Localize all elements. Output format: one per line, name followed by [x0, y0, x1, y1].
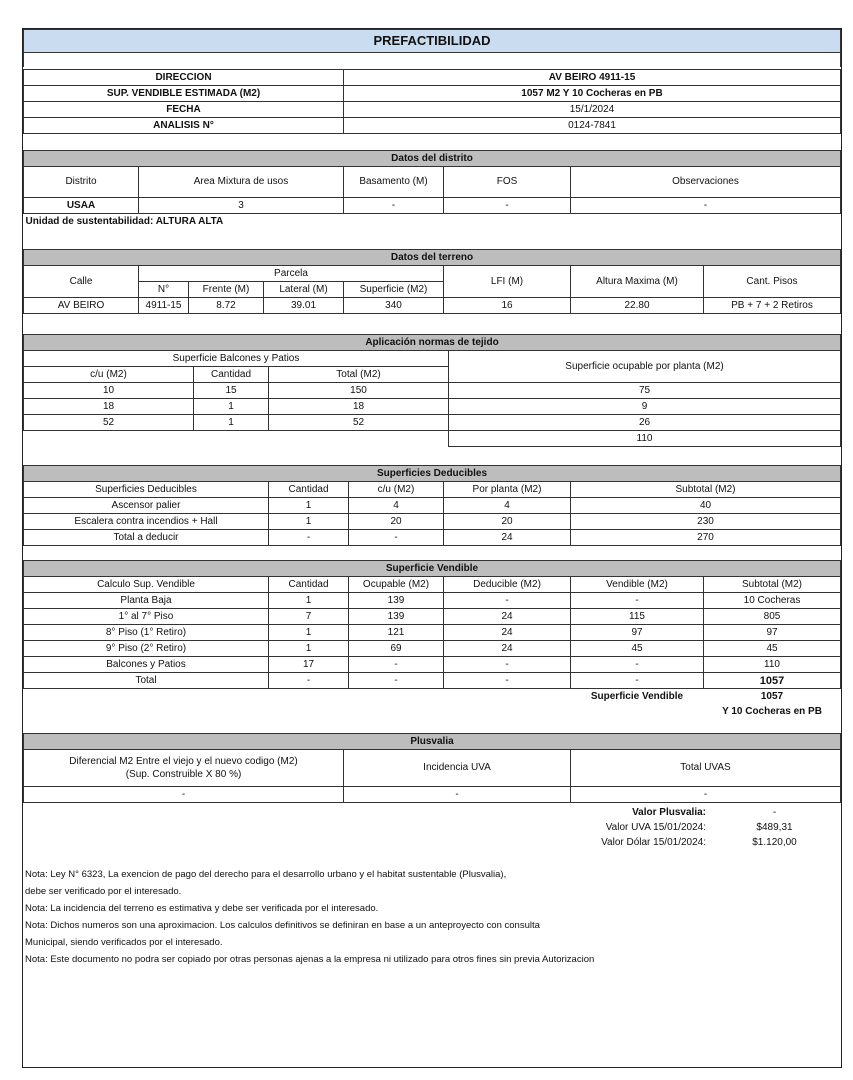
header-row [24, 118, 841, 134]
note-line: Nota: Dichos numeros son una aproximacion. Los calculos definitivos se definiran en base a un anteproyecto con consulta [25, 920, 540, 931]
table-row [24, 514, 841, 530]
distrito-table [23, 150, 841, 229]
table-cell: 1 [269, 641, 349, 657]
vendible-total: 1057 [704, 673, 841, 689]
plusvalia-values [23, 805, 841, 850]
table-cell: 24 [444, 641, 571, 657]
table-cell: 1 [269, 625, 349, 641]
column-header: LFI (M) [444, 266, 571, 298]
header-label: SUP. VENDIBLE ESTIMADA (M2) [24, 86, 344, 102]
table-cell: 8° Piso (1° Retiro) [24, 625, 269, 641]
tejido-table [23, 334, 841, 447]
table-cell: 16 [444, 298, 571, 314]
table-row [24, 593, 841, 609]
table-cell: 139 [349, 609, 444, 625]
table-row [24, 657, 841, 673]
table-cell: 4 [349, 498, 444, 514]
table-cell: 340 [344, 298, 444, 314]
table-cell: - [349, 530, 444, 546]
column-header: Frente (M) [189, 282, 264, 298]
column-header: FOS [444, 167, 571, 198]
header-value: 0124-7841 [344, 118, 841, 134]
section-header: Superficies Deducibles [24, 466, 841, 482]
valor-dolar-value: $1.120,00 [752, 836, 797, 848]
table-cell: 9° Piso (2° Retiro) [24, 641, 269, 657]
table-cell: 150 [269, 383, 449, 399]
header-value: 15/1/2024 [344, 102, 841, 118]
column-header: Observaciones [571, 167, 841, 198]
table-row [24, 673, 841, 689]
sustentabilidad-note: Unidad de sustentabilidad: ALTURA ALTA [25, 215, 224, 227]
table-cell: 7 [269, 609, 349, 625]
note-line: Municipal, siendo verificados por el interesado. [25, 937, 223, 948]
column-header: Basamento (M) [344, 167, 444, 198]
column-header: c/u (M2) [24, 367, 194, 383]
table-cell: 1 [269, 514, 349, 530]
table-cell: 9 [449, 399, 841, 415]
column-header: Subtotal (M2) [571, 482, 841, 498]
table-cell: - [571, 673, 704, 689]
table-cell: - [349, 673, 444, 689]
column-header: Altura Maxima (M) [571, 266, 704, 298]
table-cell: AV BEIRO [24, 298, 139, 314]
column-header: Area Mixtura de usos [139, 167, 344, 198]
column-header: Superficie Balcones y Patios [24, 351, 449, 367]
area-mixtura-value: 3 [139, 198, 344, 214]
section-header: Datos del terreno [24, 250, 841, 266]
table-cell: 75 [449, 383, 841, 399]
column-header: Total (M2) [269, 367, 449, 383]
table-cell: 4 [444, 498, 571, 514]
header-row [24, 70, 841, 86]
terreno-table [23, 249, 841, 314]
cocheras-note: Y 10 Cocheras en PB [722, 705, 822, 717]
table-cell: - [444, 593, 571, 609]
section-header: Plusvalia [24, 734, 841, 750]
table-cell: Total [24, 673, 269, 689]
table-cell: 1 [194, 415, 269, 431]
document-sheet [22, 28, 842, 1068]
table-cell: 69 [349, 641, 444, 657]
column-header: Cantidad [269, 577, 349, 593]
notes-block [23, 866, 841, 968]
column-header [24, 750, 344, 787]
table-cell: 121 [349, 625, 444, 641]
note-line: Nota: La incidencia del terreno es estimativa y debe ser verificada por el interesado. [25, 903, 379, 914]
column-header: Distrito [24, 167, 139, 198]
header-label: DIRECCION [24, 70, 344, 86]
table-cell: 110 [704, 657, 841, 673]
table-cell: - [269, 673, 349, 689]
section-header: Datos del distrito [24, 151, 841, 167]
table-cell: 52 [269, 415, 449, 431]
table-row [24, 641, 841, 657]
table-cell: 52 [24, 415, 194, 431]
column-header: Superficies Deducibles [24, 482, 269, 498]
column-header: Superficie ocupable por planta (M2) [449, 351, 841, 383]
table-cell: 26 [449, 415, 841, 431]
table-cell: 230 [571, 514, 841, 530]
table-cell: 22.80 [571, 298, 704, 314]
header-row [24, 86, 841, 102]
column-header: Por planta (M2) [444, 482, 571, 498]
table-cell: - [349, 657, 444, 673]
table-cell: 1° al 7° Piso [24, 609, 269, 625]
diferencial-header-line2: (Sup. Construible X 80 %) [125, 769, 242, 780]
tejido-total: 110 [449, 431, 841, 447]
table-cell: 24 [444, 625, 571, 641]
note-line: debe ser verificado por el interesado. [25, 886, 182, 897]
table-cell: Planta Baja [24, 593, 269, 609]
table-cell: - [444, 673, 571, 689]
column-header: Lateral (M) [264, 282, 344, 298]
table-cell: Total a deducir [24, 530, 269, 546]
table-cell: - [571, 657, 704, 673]
valor-plusvalia-value: - [772, 806, 777, 818]
column-header: Calculo Sup. Vendible [24, 577, 269, 593]
column-header: Cantidad [194, 367, 269, 383]
valor-uva-label: Valor UVA 15/01/2024: [605, 821, 706, 833]
table-cell: PB + 7 + 2 Retiros [704, 298, 841, 314]
table-cell: 20 [444, 514, 571, 530]
title-table [23, 29, 841, 67]
column-header: Cantidad [269, 482, 349, 498]
table-cell: 97 [571, 625, 704, 641]
table-cell: 15 [194, 383, 269, 399]
table-row [24, 625, 841, 641]
column-header: Deducible (M2) [444, 577, 571, 593]
observaciones-value: - [571, 198, 841, 214]
table-cell: 39.01 [264, 298, 344, 314]
vendible-table [23, 560, 841, 719]
table-cell: 10 Cocheras [704, 593, 841, 609]
table-row [24, 399, 841, 415]
superficie-vendible-value: 1057 [760, 690, 784, 702]
column-header: Parcela [139, 266, 444, 282]
column-header: c/u (M2) [349, 482, 444, 498]
valor-dolar-label: Valor Dólar 15/01/2024: [601, 836, 706, 848]
header-row [24, 102, 841, 118]
table-cell: 10 [24, 383, 194, 399]
table-row [24, 415, 841, 431]
valor-uva-value: $489,31 [756, 821, 793, 833]
table-cell: 45 [571, 641, 704, 657]
table-cell: 4911-15 [139, 298, 189, 314]
diferencial-header-line1: Diferencial M2 Entre el viejo y el nuevo codigo (M2) [69, 756, 298, 767]
superficie-vendible-label: Superficie Vendible [590, 690, 684, 702]
table-cell: 97 [704, 625, 841, 641]
table-cell: Escalera contra incendios + Hall [24, 514, 269, 530]
table-row [24, 530, 841, 546]
column-header: Calle [24, 266, 139, 298]
table-cell: 805 [704, 609, 841, 625]
table-cell: 115 [571, 609, 704, 625]
table-cell: 45 [704, 641, 841, 657]
table-cell: 1 [269, 498, 349, 514]
column-header: Superficie (M2) [344, 282, 444, 298]
table-cell: 40 [571, 498, 841, 514]
column-header: Incidencia UVA [344, 750, 571, 787]
table-cell: 270 [571, 530, 841, 546]
table-cell: 17 [269, 657, 349, 673]
table-cell: 24 [444, 609, 571, 625]
table-cell: 8.72 [189, 298, 264, 314]
column-header: Subtotal (M2) [704, 577, 841, 593]
distrito-value: USAA [24, 198, 139, 214]
header-value: 1057 M2 Y 10 Cocheras en PB [344, 86, 841, 102]
section-header: Aplicación normas de tejido [24, 335, 841, 351]
column-header: Ocupable (M2) [349, 577, 444, 593]
table-cell: Ascensor palier [24, 498, 269, 514]
note-line: Nota: Ley N° 6323, La exencion de pago del derecho para el desarrollo urbano y el habitat sustentable (Plusvalia), [25, 869, 507, 880]
table-cell: 1 [194, 399, 269, 415]
header-table [23, 69, 841, 134]
basamento-value: - [344, 198, 444, 214]
header-label: FECHA [24, 102, 344, 118]
table-cell: - [269, 530, 349, 546]
table-cell: - [571, 787, 841, 803]
header-value: AV BEIRO 4911-15 [344, 70, 841, 86]
column-header: N° [139, 282, 189, 298]
table-cell: 139 [349, 593, 444, 609]
plusvalia-table [23, 733, 841, 803]
table-cell: Balcones y Patios [24, 657, 269, 673]
fos-value: - [444, 198, 571, 214]
section-header: Superficie Vendible [24, 561, 841, 577]
column-header: Vendible (M2) [571, 577, 704, 593]
table-cell: 20 [349, 514, 444, 530]
valor-plusvalia-label: Valor Plusvalia: [632, 806, 706, 818]
table-cell: - [24, 787, 344, 803]
table-cell: 18 [24, 399, 194, 415]
table-row [24, 498, 841, 514]
table-cell: - [571, 593, 704, 609]
table-row [24, 383, 841, 399]
table-cell: 18 [269, 399, 449, 415]
column-header: Total UVAS [571, 750, 841, 787]
table-row [24, 609, 841, 625]
deducibles-table [23, 465, 841, 546]
header-label: ANALISIS N° [24, 118, 344, 134]
table-cell: - [444, 657, 571, 673]
table-cell: 24 [444, 530, 571, 546]
table-cell: 1 [269, 593, 349, 609]
table-cell: - [344, 787, 571, 803]
document-title: PREFACTIBILIDAD [24, 30, 841, 53]
column-header: Cant. Pisos [704, 266, 841, 298]
note-line: Nota: Este documento no podra ser copiado por otras personas ajenas a la empresa ni utilizado para otros fines sin previa Autorizacion [25, 954, 595, 965]
